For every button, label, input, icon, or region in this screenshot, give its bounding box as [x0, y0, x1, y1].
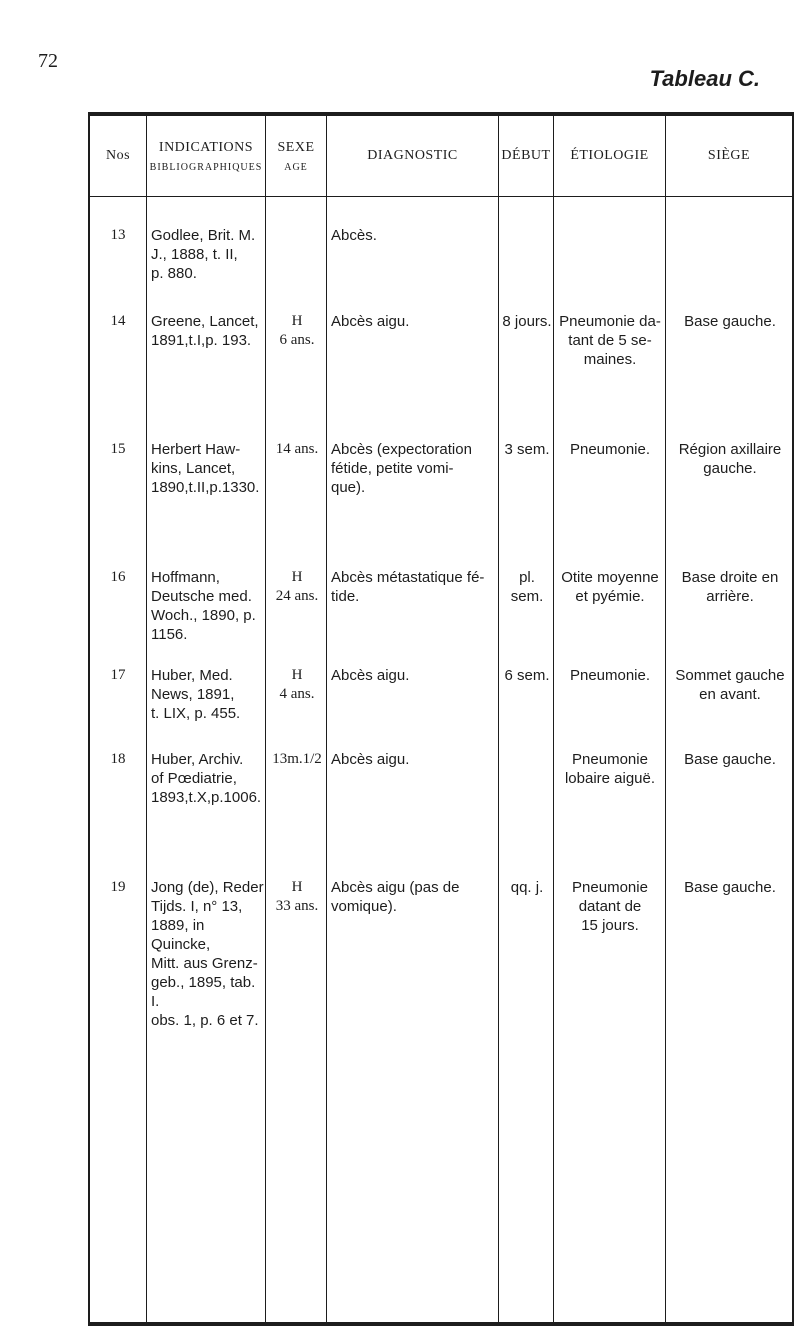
cell-line: Pneumonie: [572, 751, 648, 768]
cell-line: Jong (de), Reder: [151, 879, 264, 896]
cell-line: 6 sem.: [504, 667, 550, 684]
cell-line: 13: [110, 227, 126, 243]
table-left-rule: [88, 112, 90, 1326]
cell-line: Pneumonie: [572, 879, 648, 896]
cell-line: obs. 1, p. 6 et 7.: [151, 1012, 259, 1029]
etiologie-cell: [556, 666, 664, 685]
cell-line: pl. sem.: [510, 569, 544, 605]
row-number: [90, 226, 146, 245]
cell-line: 13m.1/2: [272, 751, 322, 767]
cell-line: que).: [331, 479, 366, 496]
cell-line: lobaire aiguë.: [564, 770, 656, 787]
diagnostic-cell: [331, 750, 497, 769]
etiologie-cell: [556, 312, 664, 369]
column-divider: [498, 112, 499, 1326]
cell-line: of Pœdiatrie,: [151, 770, 237, 787]
cell-line: 8 jours.: [502, 313, 552, 330]
cell-line: Tijds. I, n° 13,: [151, 898, 243, 915]
diagnostic-cell: [331, 440, 497, 497]
cell-line: Huber, Med.: [151, 667, 233, 684]
cell-line: 14: [110, 313, 126, 329]
debut-cell: [501, 440, 553, 459]
debut-cell: [501, 568, 553, 606]
sexe-age-cell: [268, 666, 326, 704]
cell-line: H: [291, 879, 303, 895]
diagnostic-cell: [331, 878, 497, 916]
cell-line: et pyémie.: [575, 588, 645, 605]
siege-cell: [667, 666, 793, 704]
cell-line: H: [291, 569, 303, 585]
debut-cell: [501, 878, 553, 897]
cell-line: tide.: [331, 588, 360, 605]
etiologie-cell: [556, 568, 664, 606]
table-top-rule: [88, 112, 794, 116]
cell-line: geb., 1895, tab. I.: [151, 974, 256, 1010]
cell-line: 19: [110, 879, 126, 895]
header-rule: [88, 196, 794, 197]
debut-cell: [501, 312, 553, 331]
page-title: Tableau C.: [649, 66, 760, 91]
cell-line: Godlee, Brit. M.: [151, 227, 256, 244]
sexe-age-cell: [268, 312, 326, 350]
data-table: [88, 112, 794, 1326]
cell-line: Abcès aigu (pas de: [331, 879, 460, 896]
cell-line: 1891,t.I,p. 193.: [151, 332, 252, 349]
bibliography-cell: [151, 878, 265, 1030]
cell-line: Abcès aigu.: [331, 667, 410, 684]
diagnostic-cell: [331, 226, 497, 245]
cell-line: Deutsche med.: [151, 588, 252, 605]
etiologie-cell: [556, 878, 664, 935]
table-bottom-rule: [88, 1322, 794, 1326]
sexe-age-cell: [268, 878, 326, 916]
cell-line: 15: [110, 441, 126, 457]
bibliography-cell: [151, 666, 265, 723]
cell-line: 16: [110, 569, 126, 585]
cell-line: Mitt. aus Grenz-: [151, 955, 258, 972]
cell-line: Base gauche.: [684, 313, 776, 330]
row-number: [90, 312, 146, 331]
cell-line: Otite moyenne: [561, 569, 659, 586]
siege-cell: [667, 878, 793, 897]
debut-cell: [501, 666, 553, 685]
sexe-age-cell: [268, 750, 326, 769]
header-sexe: SEXE AGE: [277, 139, 315, 173]
cell-line: News, 1891,: [151, 686, 235, 703]
sexe-age-cell: [268, 440, 326, 459]
cell-line: 1889, in Quincke,: [151, 917, 211, 953]
row-number: [90, 878, 146, 897]
cell-line: t. LIX, p. 455.: [151, 705, 241, 722]
cell-line: Sommet gauche: [675, 667, 785, 684]
cell-line: Base droite en: [681, 569, 779, 586]
column-divider: [553, 112, 554, 1326]
siege-cell: [667, 312, 793, 331]
diagnostic-cell: [331, 312, 497, 331]
cell-line: 18: [110, 751, 126, 767]
cell-line: 24 ans.: [275, 588, 319, 604]
cell-line: H: [291, 667, 303, 683]
cell-line: en avant.: [699, 686, 761, 703]
cell-line: Région axillaire: [678, 441, 782, 458]
header-etiologie: ÉTIOLOGIE: [570, 148, 649, 163]
cell-line: Pneumonie.: [569, 441, 651, 458]
cell-line: Pneumonie da-: [559, 313, 661, 330]
header-no: Nos: [105, 148, 131, 163]
cell-line: datant de: [578, 898, 642, 915]
header-diagnostic: DIAGNOSTIC: [367, 148, 458, 163]
cell-line: Pneumonie.: [569, 667, 651, 684]
header-siege: SIÈGE: [707, 148, 751, 163]
cell-line: 4 ans.: [279, 686, 315, 702]
cell-line: H: [291, 313, 303, 329]
cell-line: 6 ans.: [279, 332, 315, 348]
column-divider: [326, 112, 327, 1326]
bibliography-cell: [151, 440, 265, 497]
cell-line: Herbert Haw-: [151, 441, 241, 458]
cell-line: 14 ans.: [275, 441, 319, 457]
cell-line: maines.: [583, 351, 637, 368]
cell-line: 33 ans.: [275, 898, 319, 914]
cell-line: 1890,t.II,p.1330.: [151, 479, 260, 496]
row-number: [90, 666, 146, 685]
cell-line: Woch., 1890, p.: [151, 607, 256, 624]
table-right-rule: [792, 112, 794, 1326]
cell-line: vomique).: [331, 898, 397, 915]
diagnostic-cell: [331, 568, 497, 606]
header-indications: INDICATIONS BIBLIOGRAPHIQUES: [149, 139, 263, 173]
diagnostic-cell: [331, 666, 497, 685]
bibliography-cell: [151, 568, 265, 644]
cell-line: 1893,t.X,p.1006.: [151, 789, 262, 806]
cell-line: Hoffmann,: [151, 569, 220, 586]
column-divider: [265, 112, 266, 1326]
cell-line: J., 1888, t. II,: [151, 246, 238, 263]
cell-line: p. 880.: [151, 265, 197, 282]
cell-line: Greene, Lancet,: [151, 313, 259, 330]
cell-line: Abcès aigu.: [331, 751, 410, 768]
cell-line: gauche.: [703, 460, 757, 477]
cell-line: tant de 5 se-: [568, 332, 652, 349]
row-number: [90, 440, 146, 459]
etiologie-cell: [556, 440, 664, 459]
cell-line: 15 jours.: [581, 917, 639, 934]
siege-cell: [667, 440, 793, 478]
etiologie-cell: [556, 750, 664, 788]
cell-line: Huber, Archiv.: [151, 751, 244, 768]
bibliography-cell: [151, 226, 265, 283]
cell-line: 17: [110, 667, 126, 683]
cell-line: kins, Lancet,: [151, 460, 236, 477]
bibliography-cell: [151, 750, 265, 807]
page-number: 72: [38, 50, 58, 72]
cell-line: Base gauche.: [684, 751, 776, 768]
header-debut: DÉBUT: [501, 148, 551, 163]
column-divider: [665, 112, 666, 1326]
column-divider: [146, 112, 147, 1326]
cell-line: Base gauche.: [684, 879, 776, 896]
cell-line: qq. j.: [510, 879, 544, 896]
cell-line: Abcès métastatique fé-: [331, 569, 485, 586]
bibliography-cell: [151, 312, 265, 350]
row-number: [90, 750, 146, 769]
cell-line: 1156.: [151, 626, 188, 643]
cell-line: arrière.: [706, 588, 754, 605]
cell-line: Abcès.: [331, 227, 377, 244]
siege-cell: [667, 750, 793, 769]
cell-line: Abcès aigu.: [331, 313, 410, 330]
cell-line: fétide, petite vomi-: [331, 460, 454, 477]
row-number: [90, 568, 146, 587]
cell-line: 3 sem.: [504, 441, 550, 458]
siege-cell: [667, 568, 793, 606]
sexe-age-cell: [268, 568, 326, 606]
cell-line: Abcès (expectoration: [331, 441, 472, 458]
